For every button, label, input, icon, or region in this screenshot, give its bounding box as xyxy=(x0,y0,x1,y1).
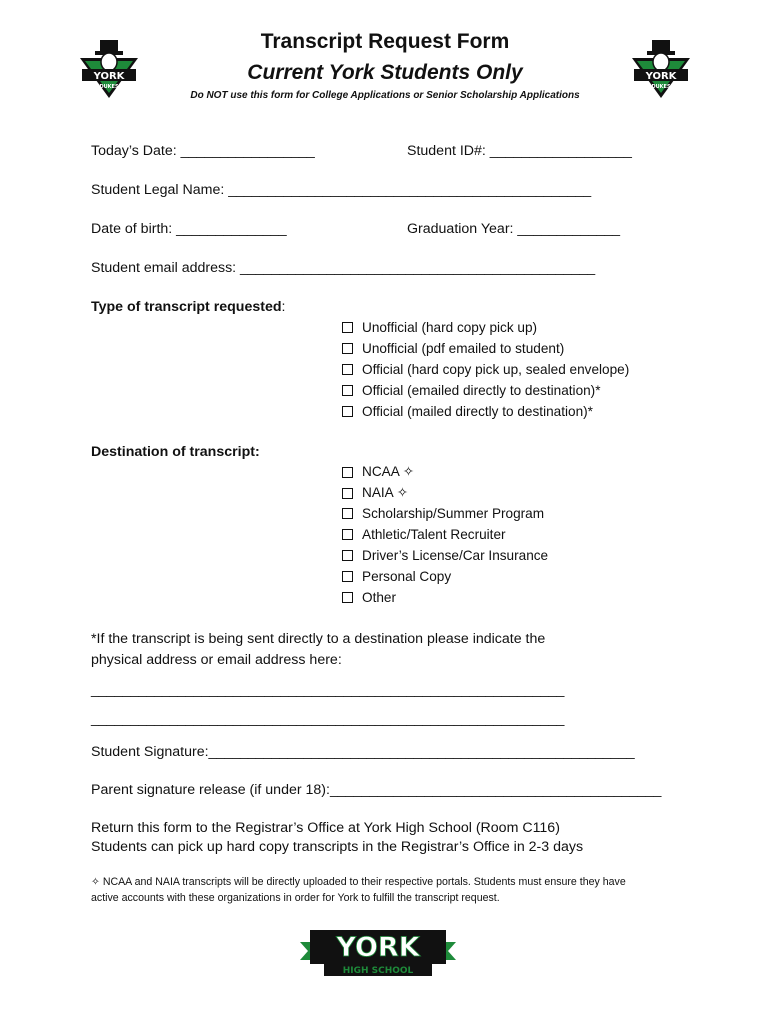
usage-notice: Do NOT use this form for College Applications or Senior Scholarship Applications xyxy=(190,90,580,101)
type-option-4[interactable] xyxy=(342,404,593,419)
destination-option-5[interactable] xyxy=(342,569,451,584)
option-label: Unofficial (pdf emailed to student) xyxy=(362,341,565,356)
option-label: NAIA ✧ xyxy=(362,485,409,500)
type-option-1[interactable] xyxy=(342,341,564,356)
option-label: Official (emailed directly to destination)* xyxy=(362,383,601,398)
dob-field[interactable]: Date of birth: ______________ xyxy=(91,221,287,237)
type-option-0[interactable] xyxy=(342,320,537,335)
option-label: Other xyxy=(362,590,396,605)
destination-option-4[interactable] xyxy=(342,548,548,563)
logo-left-sub: DUKES xyxy=(99,84,119,90)
checkbox[interactable] xyxy=(342,529,353,540)
option-label: Athletic/Talent Recruiter xyxy=(362,527,506,542)
legal-name-field[interactable]: Student Legal Name: ______________________________________________ xyxy=(91,182,592,198)
option-label: Personal Copy xyxy=(362,569,452,584)
logo-right-text: YORK xyxy=(645,71,677,82)
student-id-field[interactable]: Student ID#: __________________ xyxy=(407,143,632,159)
checkbox[interactable] xyxy=(342,322,353,333)
instructions-line1: Return this form to the Registrar’s Office at York High School (Room C116) xyxy=(91,820,560,836)
checkbox[interactable] xyxy=(342,364,353,375)
logo-left-text: YORK xyxy=(93,71,125,82)
destination-option-2[interactable] xyxy=(342,506,544,521)
option-label: NCAA ✧ xyxy=(362,464,415,479)
type-section-heading xyxy=(91,299,285,315)
page-subtitle: Current York Students Only xyxy=(247,61,523,84)
address-blank-2[interactable]: ____________________________________________________________ xyxy=(91,711,565,727)
email-field[interactable]: Student email address: _____________________________________________ xyxy=(91,260,596,276)
option-label: Scholarship/Summer Program xyxy=(362,506,545,521)
address-blank-1[interactable]: ____________________________________________________________ xyxy=(91,682,565,698)
instructions-line2: Students can pick up hard copy transcripts in the Registrar’s Office in 2-3 days xyxy=(91,839,584,855)
checkbox[interactable] xyxy=(342,467,353,478)
address-note-line1: *If the transcript is being sent directly to a destination please indicate the xyxy=(91,631,546,647)
york-high-school-logo xyxy=(300,926,456,980)
destination-option-1[interactable] xyxy=(342,485,408,501)
destination-option-6[interactable] xyxy=(342,590,396,605)
checkbox[interactable] xyxy=(342,406,353,417)
logo-bottom-text: YORK xyxy=(336,932,420,963)
logo-right-sub: DUKES xyxy=(651,84,671,90)
checkbox[interactable] xyxy=(342,343,353,354)
type-option-3[interactable] xyxy=(342,383,601,398)
checkbox[interactable] xyxy=(342,385,353,396)
student-signature-field[interactable]: Student Signature:______________________________________________________ xyxy=(91,744,635,760)
destination-option-0[interactable] xyxy=(342,464,414,480)
checkbox[interactable] xyxy=(342,508,353,519)
checkbox[interactable] xyxy=(342,592,353,603)
todays-date-field[interactable]: Today’s Date: _________________ xyxy=(91,143,315,159)
option-label: Official (hard copy pick up, sealed envelope) xyxy=(362,362,630,377)
option-label: Official (mailed directly to destination)* xyxy=(362,404,593,419)
destination-option-3[interactable] xyxy=(342,527,506,542)
type-section-colon: : xyxy=(281,299,286,315)
grad-year-field[interactable]: Graduation Year: _____________ xyxy=(407,221,621,237)
type-option-2[interactable] xyxy=(342,362,629,377)
checkbox[interactable] xyxy=(342,550,353,561)
address-note-line2: physical address or email address here: xyxy=(91,652,342,668)
type-section-label: Type of transcript requested xyxy=(91,299,282,315)
checkbox[interactable] xyxy=(342,488,353,499)
page-title: Transcript Request Form xyxy=(260,30,510,53)
option-label: Unofficial (hard copy pick up) xyxy=(362,320,538,335)
footnote-line2: active accounts with these organizations in order for York to fulfill the transcript request. xyxy=(91,892,500,904)
logo-bottom-sub: HIGH SCHOOL xyxy=(342,966,414,976)
option-label: Driver’s License/Car Insurance xyxy=(362,548,549,563)
destination-section-label: Destination of transcript: xyxy=(91,444,260,460)
footnote-line1: ✧ NCAA and NAIA transcripts will be directly uploaded to their respective portals. Students must ensure they have xyxy=(91,876,626,888)
parent-signature-field[interactable]: Parent signature release (if under 18):__________________________________________ xyxy=(91,782,662,798)
checkbox[interactable] xyxy=(342,571,353,582)
